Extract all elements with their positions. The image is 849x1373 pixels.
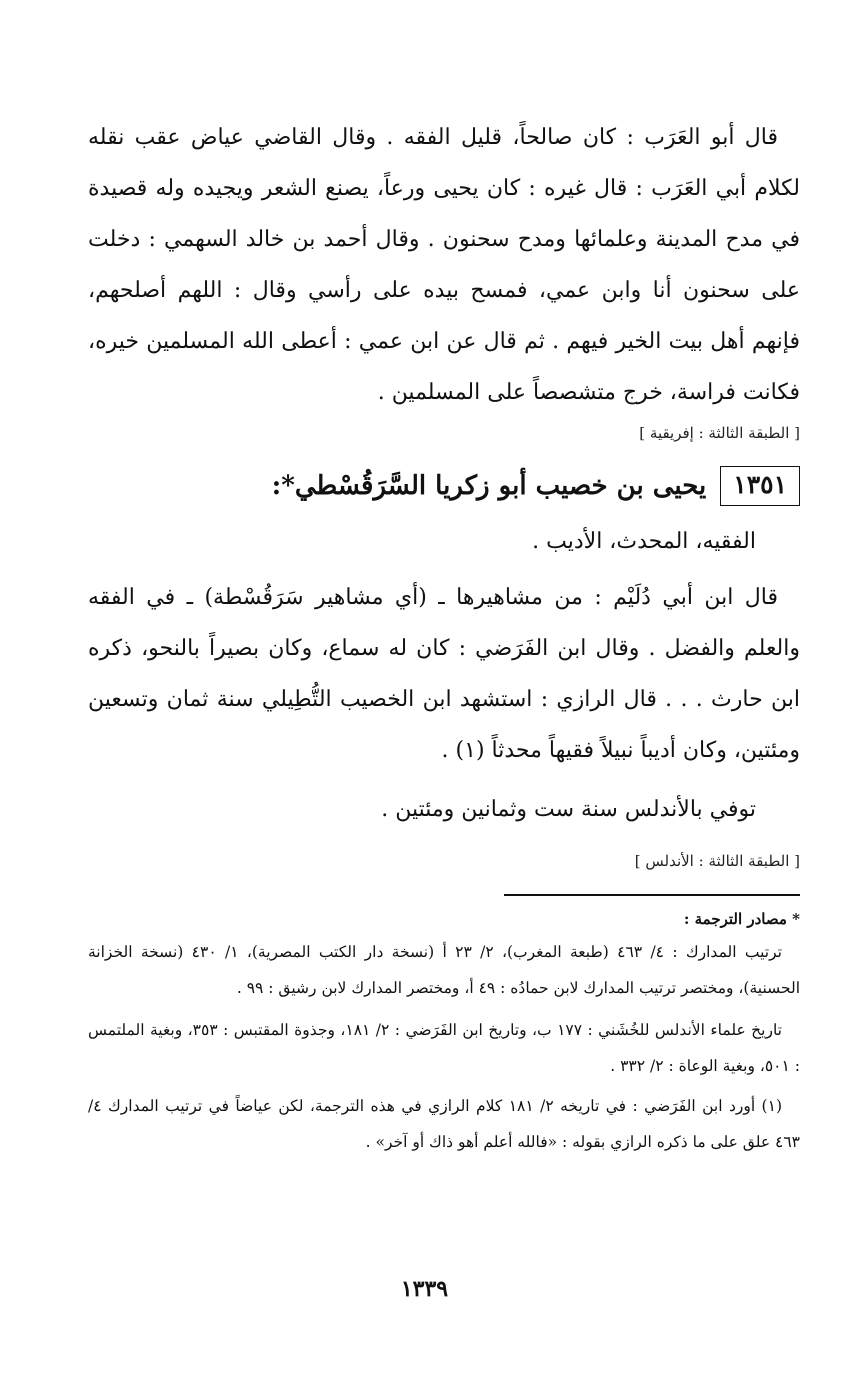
entry-number: ١٣٥١	[720, 466, 800, 506]
entry-name: يحيى بن خصيب أبو زكريا السَّرَقُسْطي*:	[271, 471, 707, 501]
footnote-source-2: تاريخ علماء الأندلس للخُشَني : ١٧٧ ب، وتاريخ ابن الفَرَضي : ٢/ ١٨١، وجذوة المقتبس : ٣٥٣، وبغية الملتمس : ٥٠١، وبغية الوعاة : ٢/ ٣٣٢ .	[88, 1021, 800, 1075]
tabaqa-label-andalus: [ الطبقة الثالثة : الأندلس ]	[634, 852, 800, 870]
top-paragraph: قال أبو العَرَب : كان صالحاً، قليل الفقه . وقال القاضي عياض عقب نقله لكلام أبي العَرَب : قال غيره : كان يحيى ورعاً، يصنع الشعر ويجيده وله قصيدة في مدح المدينة وعلمائها ومدح سحنون . وقال أحمد بن خالد السهمي : دخلت على سحنون أنا وابن عمي، فمسح بيده على رأسي وقال : اللهم أصلحهم، فإنهم أهل بيت الخير فيهم . ثم قال عن ابن عمي : أعطى الله المسلمين خيره، فكانت فراسة، خرج متشصصاً على المسلمين .	[88, 125, 800, 405]
footnote-source-1: ترتيب المدارك : ٤/ ٤٦٣ (طبعة المغرب)، ٢/ ٢٣ أ (نسخة دار الكتب المصرية)، ١/ ٤٣٠ (نسخة الخزانة الحسنية)، ومختصر ترتيب المدارك لابن حمادُه : ٤٩ أ، ومختصر المدارك لابن رشيق : ٩٩ .	[88, 943, 800, 997]
footnote-divider	[504, 894, 800, 896]
page-body	[88, 112, 800, 1160]
page-number: ١٣٣٩	[400, 1276, 449, 1302]
tabaqa-label-ifriqiya: [ الطبقة الثالثة : إفريقية ]	[639, 424, 800, 442]
entry-description: الفقيه، المحدث، الأديب .	[532, 529, 756, 554]
entry-paragraph: قال ابن أبي دُلَيْم : من مشاهيرها ـ (أي مشاهير سَرَقُسْطة) ـ في الفقه والعلم والفضل . وقال ابن الفَرَضي : كان له سماع، وكان بصيراً بالنحو، ذكره ابن حارث . . . قال الرازي : استشهد ابن الخصيب التُّطِيلي سنة ثمان وتسعين ومئتين، وكان أديباً نبيلاً فقيهاً محدثاً (١) .	[88, 585, 800, 763]
footnotes-title: * مصادر الترجمة :	[683, 910, 800, 928]
entry-header	[88, 466, 800, 506]
footnote-note-1: (١) أورد ابن الفَرَضي : في تاريخه ٢/ ١٨١ كلام الرازي في هذه الترجمة، لكن عياضاً في ترتيب المدارك ٤/ ٤٦٣ علق على ما ذكره الرازي بقوله : «فالله أعلم أهو ذاك أو آخر» .	[88, 1097, 800, 1151]
death-line: توفي بالأندلس سنة ست وثمانين ومئتين .	[381, 797, 756, 822]
